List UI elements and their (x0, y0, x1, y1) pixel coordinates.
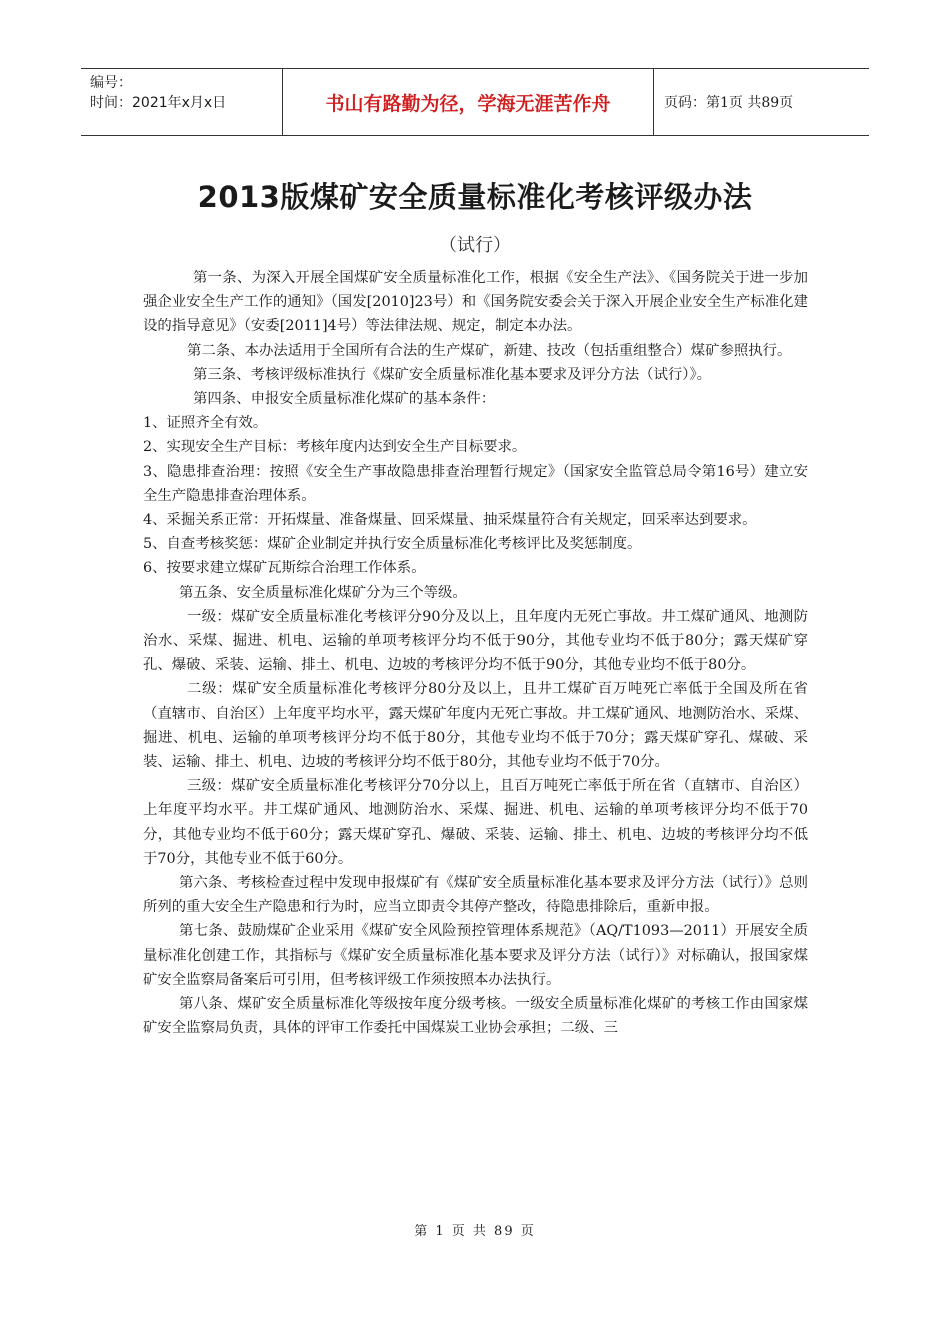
document-number-label: 编号： (90, 75, 132, 91)
condition-item: 5、自查考核奖惩：煤矿企业制定并执行安全质量标准化考核评比及奖惩制度。 (143, 536, 642, 553)
grade-level-1: 一级：煤矿安全质量标准化考核评分90分及以上，且年度内无死亡事故。井工煤矿通风、地测防治水、采煤、掘进、机电、运输的单项考核评分均不低于90分，其他专业均不低于80分；露天煤矿穿孔、爆破、采装、运输、排土、机电、边坡的考核评分均不低于90分，其他专业均不低于80分。 (143, 608, 808, 674)
article-1: 第一条、为深入开展全国煤矿安全质量标准化工作，根据《安全生产法》、《国务院关于进一步加强企业安全生产工作的通知》（国发[2010]23号）和《国务院安委会关于深入开展企业安全生产标准化建设的指导意见》（安委[2011]4号）等法律法规、规定，制定本办法。 (143, 270, 808, 335)
page-footer: 第 1 页 共 89 页 (414, 1224, 536, 1239)
article-6: 第六条、考核检查过程中发现申报煤矿有《煤矿安全质量标准化基本要求及评分方法（试行）》总则所列的重大安全生产隐患和行为时，应当立即责令其停产整改，待隐患排除后，重新申报。 (143, 875, 808, 916)
grade-level-2: 二级：煤矿安全质量标准化考核评分80分及以上，且井工煤矿百万吨死亡率低于全国及所在省（直辖市、自治区）上年度平均水平，露天煤矿年度内无死亡事故。井工煤矿通风、地测防治水、采煤、掘进、机电、运输的单项考核评分均不低于80分，其他专业均不低于70分；露天煤矿穿孔、煤破、采装、运输、排土、机电、边坡的考核评分均不低于80分，其他专业均不低于70分。 (143, 681, 808, 771)
condition-item: 1、证照齐全有效。 (143, 415, 268, 432)
document-title: 2013版煤矿安全质量标准化考核评级办法 (197, 180, 753, 214)
document-subtitle: （试行） (439, 235, 511, 256)
header-page-info: 页码：第1页 共89页 (664, 95, 794, 111)
grade-level-3: 三级：煤矿安全质量标准化考核评分70分以上，且百万吨死亡率低于所在省（直辖市、自治区）上年度平均水平。井工煤矿通风、地测防治水、采煤、掘进、机电、运输的单项考核评分均不低于70分，其他专业均不低于60分；露天煤矿穿孔、爆破、采装、运输、排土、机电、边坡的考核评分均不低于70分，其他专业不低于60分。 (143, 778, 808, 867)
article-3: 第三条、考核评级标准执行《煤矿安全质量标准化基本要求及评分方法（试行）》。 (193, 366, 712, 383)
article-8: 第八条、煤矿安全质量标准化等级按年度分级考核。一级安全质量标准化煤矿的考核工作由国家煤矿安全监察局负责，具体的评审工作委托中国煤炭工业协会承担；二级、三 (143, 996, 808, 1037)
article-4: 第四条、申报安全质量标准化煤矿的基本条件： (193, 391, 496, 408)
header-motto: 书山有路勤为径，学海无涯苦作舟 (282, 69, 654, 135)
condition-item: 3、隐患排查治理：按照《安全生产事故隐患排查治理暂行规定》（国家安全监管总局令第16号）建立安全生产隐患排查治理体系。 (143, 463, 808, 504)
page-header (81, 68, 869, 136)
article-7: 第七条、鼓励煤矿企业采用《煤矿安全风险预控管理体系规范》（AQ/T1093—2011）开展安全质量标准化创建工作，其指标与《煤矿安全质量标准化基本要求及评分方法（试行）》对标确认，报国家煤矿安全监察局备案后可引用，但考核评级工作须按照本办法执行。 (143, 923, 808, 988)
article-5: 第五条、安全质量标准化煤矿分为三个等级。 (179, 584, 467, 601)
condition-item: 6、按要求建立煤矿瓦斯综合治理工作体系。 (143, 560, 426, 577)
document-body (143, 266, 808, 1041)
condition-item: 2、实现安全生产目标：考核年度内达到安全生产目标要求。 (143, 439, 527, 456)
condition-item: 4、采掘关系正常：开拓煤量、准备煤量、回采煤量、抽采煤量符合有关规定，回采率达到要求。 (143, 512, 757, 529)
header-meta (81, 69, 282, 135)
document-date-label: 时间：2021年x月x日 (90, 95, 227, 111)
article-2: 第二条、本办法适用于全国所有合法的生产煤矿，新建、技改（包括重组整合）煤矿参照执行。 (187, 342, 792, 359)
